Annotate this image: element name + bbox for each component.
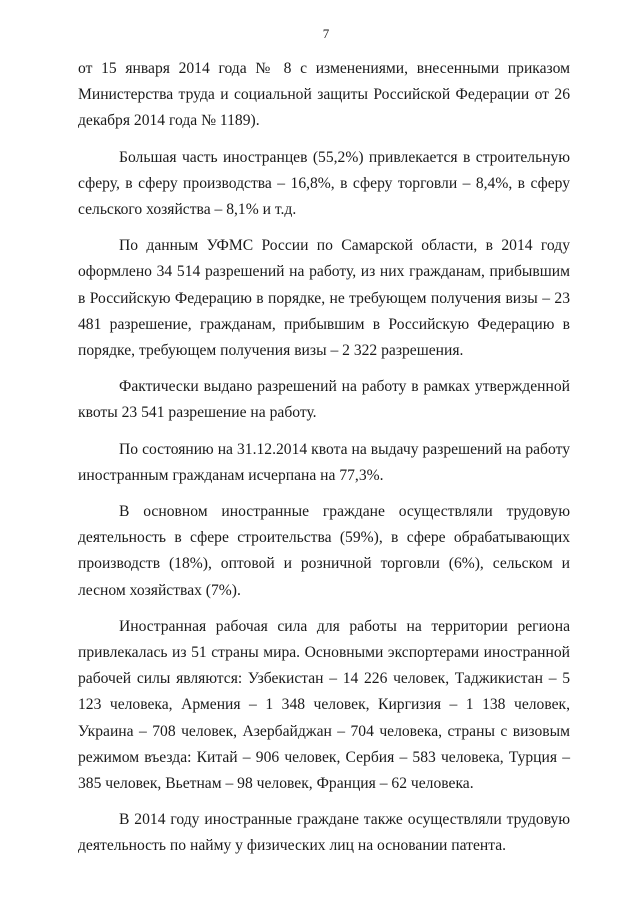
paragraph-labor-sectors: В основном иностранные граждане осуществляли трудовую деятельность в сфере строительства (59%), в сфере обрабатывающих производств (18%), оптовой и розничной торговли (6%), сельском и лесном хозяйствах (7%). <box>78 503 570 599</box>
paragraph-foreigners-share: Большая часть иностранцев (55,2%) привлекается в строительную сферу, в сферу производства – 16,8%, в сферу торговли – 8,4%, в сферу сельского хозяйства – 8,1% и т.д. <box>78 148 570 219</box>
paragraph-order-reference: от 15 января 2014 года № 8 с изменениями, внесенными приказом Министерства труда и социальной защиты Российской Федерации от 26 декабря 2014 года № 1189). <box>78 60 570 130</box>
paragraph-patent-work: В 2014 году иностранные граждане также осуществляли трудовую деятельность по найму у физических лиц на основании патента. <box>78 811 570 855</box>
paragraph-quota-issued: Фактически выдано разрешений на работу в рамках утвержденной квоты 23 541 разрешение на работу. <box>78 378 570 422</box>
paragraph-work-permits: По данным УФМС России по Самарской области, в 2014 году оформлено 34 514 разрешений на работу, из них гражданам, прибывшим в Российскую Федерацию в порядке, не требующем получения визы – 23 481 разрешение, гражданам, прибывшим в Российскую Федерацию в порядке, требующем получения визы – 2 322 разрешения. <box>78 237 570 360</box>
paragraph-source-countries: Иностранная рабочая сила для работы на территории региона привлекалась из 51 страны мира. Основными экспортерами иностранной рабочей силы являются: Узбекистан – 14 226 человек, Таджикистан – 5 123 человека, Армения – 1 348 человек, Киргизия – 1 138 человек, Украина – 708 человек, Азербайджан – 704 человека, страны с визовым режимом въезда: Китай – 906 человек, Сербия – 583 человека, Турция – 385 человек, Вьетнам – 98 человек, Франция – 62 человека. <box>78 617 570 793</box>
paragraph-quota-status: По состоянию на 31.12.2014 квота на выдачу разрешений на работу иностранным гражданам исчерпана на 77,3%. <box>78 440 570 484</box>
document-page <box>78 26 570 860</box>
page-number: 7 <box>322 26 330 41</box>
